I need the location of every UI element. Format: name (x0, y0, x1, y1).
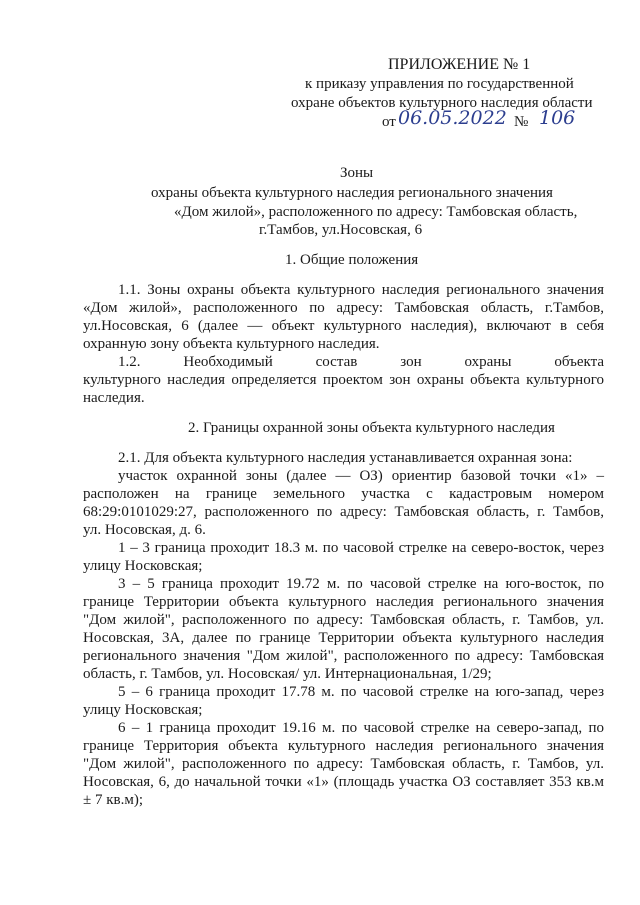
s2-line: участок охранной зоны (далее — ОЗ) ориентир базовой точки «1» – (118, 468, 604, 484)
s2-line: расположен на границе земельного участка с кадастровым номером (83, 486, 604, 502)
s2-line: 3 – 5 граница проходит 19.72 м. по часовой стрелке на юго-восток, по (118, 576, 604, 592)
s1-p2-line-2: культурного наследия определяется проектом зон охраны объекта культурного (83, 372, 604, 388)
appendix-date-prefix: от (382, 114, 396, 130)
s2-line: границе Территории объекта культурного наследия регионального значения (83, 594, 604, 610)
appendix-title: ПРИЛОЖЕНИЕ № 1 (388, 56, 531, 73)
section-1-heading: 1. Общие положения (285, 252, 419, 268)
s1-p1-line-3: ул.Носовская, 6 (далее — объект культурного наследия), включают в себя (83, 318, 604, 334)
s2-line: 2.1. Для объекта культурного наследия устанавливается охранная зона: (118, 450, 573, 466)
s2-line: 5 – 6 граница проходит 17.78 м. по часовой стрелке на юго-запад, через (118, 684, 604, 700)
doc-title-line-3: «Дом жилой», расположенного по адресу: Тамбовская область, (174, 204, 578, 220)
doc-title-line-2: охраны объекта культурного наследия регионального значения (151, 185, 553, 201)
s2-line: ул. Носовская, д. 6. (83, 522, 206, 538)
s1-p1-line-1: 1.1. Зоны охраны объекта культурного наследия регионального значения (118, 282, 604, 298)
handwritten-number: 106 (539, 107, 576, 129)
s1-p2-line-1: 1.2. Необходимый состав зон охраны объекта (118, 354, 604, 370)
s2-line: улицу Носковская; (83, 558, 203, 574)
s2-line: область, г. Тамбов, ул. Носовская/ ул. Интернациональная, 1/29; (83, 666, 492, 682)
s2-line: "Дом жилой", расположенного по адресу: Тамбовская область, г. Тамбов, ул. (83, 756, 604, 772)
doc-title-line-1: Зоны (340, 165, 374, 181)
section-2-heading: 2. Границы охранной зоны объекта культурного наследия (188, 420, 555, 436)
appendix-number-prefix: № (514, 114, 529, 130)
s2-line: "Дом жилой", расположенного по адресу: Тамбовская область, г. Тамбов, ул. (83, 612, 604, 628)
s2-line: 1 – 3 граница проходит 18.3 м. по часовой стрелке на северо-восток, через (118, 540, 604, 556)
s2-line: Носовская, 6, до начальной точки «1» (площадь участка ОЗ составляет 353 кв.м (83, 774, 604, 790)
s2-line: границе Территория объекта культурного наследия регионального значения (83, 738, 604, 754)
appendix-line-1: к приказу управления по государственной (305, 76, 574, 92)
s2-line: 68:29:0101029:27, расположенного по адресу: Тамбовская область, г. Тамбов, (83, 504, 604, 520)
s1-p1-line-4: охранную зону объекта культурного наследия. (83, 336, 380, 352)
doc-title-line-4: г.Тамбов, ул.Носовская, 6 (259, 222, 423, 238)
s2-line: улицу Носковская; (83, 702, 203, 718)
handwritten-date: 06.05.2022 (398, 107, 507, 129)
s1-p2-line-3: наследия. (83, 390, 145, 406)
s1-p1-line-2: «Дом жилой», расположенного по адресу: Тамбовская область, г.Тамбов, (83, 300, 604, 316)
appendix-line-2: охране объектов культурного наследия области (291, 95, 593, 111)
s2-line: регионального значения "Дом жилой", расположенного по адресу: Тамбовская (83, 648, 604, 664)
s2-line: 6 – 1 граница проходит 19.16 м. по часовой стрелке на северо-запад, по (118, 720, 604, 736)
s2-line: ± 7 кв.м); (83, 792, 144, 808)
s2-line: Носовская, 3А, далее по границе Территории объекта культурного наследия (83, 630, 604, 646)
